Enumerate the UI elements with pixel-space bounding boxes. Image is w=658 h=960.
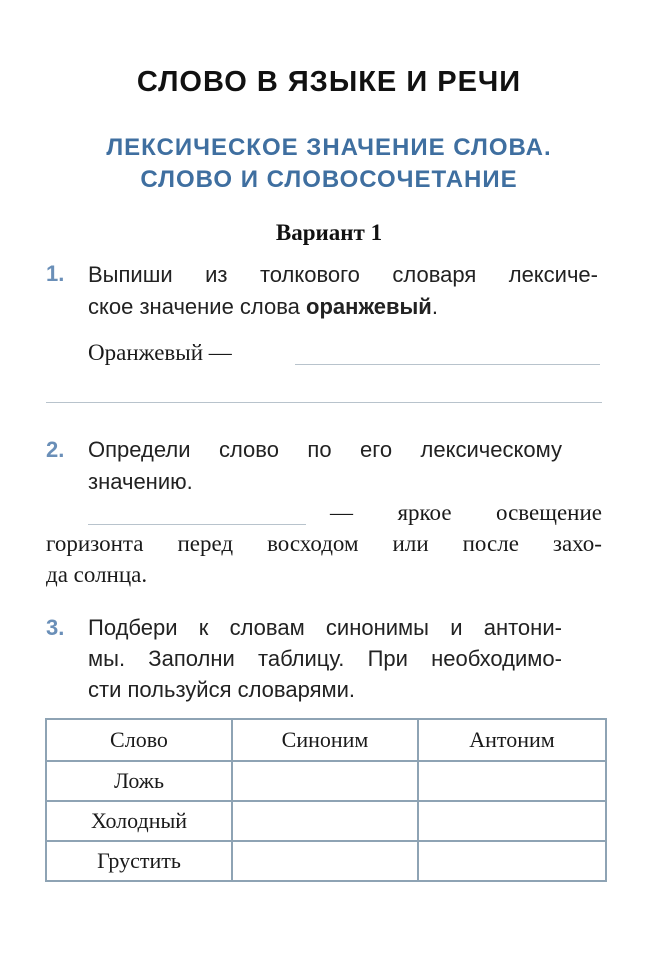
table-row — [46, 801, 606, 841]
word: Подбери — [88, 615, 178, 640]
table-cell-antonym[interactable] — [418, 801, 606, 841]
word: освещение — [496, 500, 602, 525]
word: необходимо- — [431, 646, 562, 671]
word: словам — [229, 615, 305, 640]
table-header-row — [46, 719, 606, 761]
task2-def-line2 — [46, 531, 602, 557]
task1-answer-label: Оранжевый — — [88, 340, 232, 365]
task3-number: 3. — [46, 615, 65, 640]
task1-answer-blank-line2[interactable] — [46, 402, 602, 403]
task1-line2 — [88, 294, 438, 320]
task1-number: 1. — [46, 261, 65, 286]
task2-def-line1 — [330, 500, 602, 526]
table-header-cell: Слово — [46, 719, 232, 761]
task1-keyword: оранжевый — [306, 294, 432, 319]
word: Заполни — [148, 646, 235, 671]
word: лексическому — [420, 437, 562, 462]
task2-def-line3: да солнца. — [46, 562, 148, 587]
table-cell-antonym[interactable] — [418, 761, 606, 801]
word: горизонта — [46, 531, 144, 556]
word: Определи — [88, 437, 191, 462]
word: слово — [218, 437, 279, 462]
task1-line1 — [88, 262, 598, 288]
word: Выпиши — [88, 262, 173, 287]
task1-line2-end: . — [431, 294, 438, 319]
task2-line1 — [88, 437, 562, 463]
word: антони- — [483, 615, 562, 640]
word: после — [462, 531, 519, 556]
section-subtitle-line1: ЛЕКСИЧЕСКОЕ ЗНАЧЕНИЕ СЛОВА. — [106, 134, 552, 161]
word: к — [198, 615, 209, 640]
section-subtitle-line2: СЛОВО И СЛОВОСОЧЕТАНИЕ — [140, 166, 518, 193]
table-row — [46, 761, 606, 801]
variant-heading: Вариант 1 — [275, 220, 383, 245]
word: синонимы — [325, 615, 429, 640]
table-cell-synonym[interactable] — [232, 841, 418, 881]
word: словаря — [392, 262, 477, 287]
table-cell-word: Холодный — [46, 801, 232, 841]
page-title: СЛОВО В ЯЗЫКЕ И РЕЧИ — [136, 66, 522, 98]
task3-line3: сти пользуйся словарями. — [88, 677, 356, 702]
table-cell-antonym[interactable] — [418, 841, 606, 881]
table-cell-word: Грустить — [46, 841, 232, 881]
table-cell-word: Ложь — [46, 761, 232, 801]
task2-number: 2. — [46, 437, 65, 462]
task2-line2: значению. — [88, 469, 193, 494]
word: его — [360, 437, 393, 462]
table-cell-synonym[interactable] — [232, 801, 418, 841]
word: из — [205, 262, 228, 287]
word: и — [450, 615, 463, 640]
task1-answer-blank[interactable] — [295, 364, 600, 365]
table-header-cell: Синоним — [232, 719, 418, 761]
word: захо- — [552, 531, 602, 556]
table-header-cell: Антоним — [418, 719, 606, 761]
word: по — [307, 437, 332, 462]
synonym-antonym-table — [45, 718, 607, 882]
word: При — [367, 646, 408, 671]
word: мы. — [88, 646, 126, 671]
word: восходом — [267, 531, 359, 556]
word: перед — [177, 531, 234, 556]
table-cell-synonym[interactable] — [232, 761, 418, 801]
word: яркое — [397, 500, 452, 525]
task2-answer-blank[interactable] — [88, 524, 306, 525]
task3-line2 — [88, 646, 562, 672]
word: таблицу. — [258, 646, 345, 671]
table-row — [46, 841, 606, 881]
word: лексиче- — [508, 262, 598, 287]
task1-line2-text: ское значение слова — [88, 294, 300, 319]
word: — — [330, 500, 353, 525]
task3-line1 — [88, 615, 562, 641]
word: или — [392, 531, 429, 556]
word: толкового — [259, 262, 360, 287]
